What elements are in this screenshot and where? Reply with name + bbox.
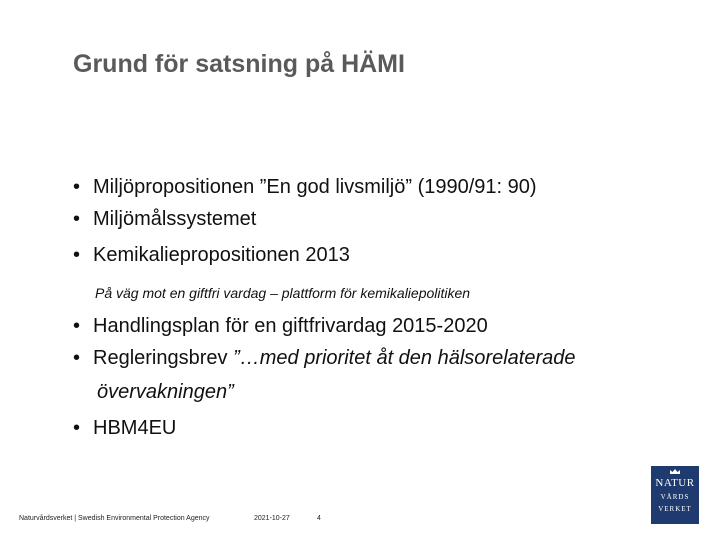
bullet-item <box>73 244 350 267</box>
bullet-text: Handlingsplan för en giftfrivardag 2015-2020 <box>93 315 488 337</box>
crown-icon <box>669 469 681 474</box>
footer-date: 2021-10-27 <box>254 515 290 522</box>
bullet-item <box>73 315 488 338</box>
bullet-text: HBM4EU <box>93 417 177 439</box>
bullet-item <box>73 176 537 199</box>
sub-note: På väg mot en giftfri vardag – plattform för kemikaliepolitiken <box>95 285 471 301</box>
bullet-glyph: • <box>73 244 81 266</box>
slide-title: Grund för satsning på HÄMI <box>73 50 405 78</box>
footer-org: Naturvårdsverket | Swedish Environmental Protection Agency <box>19 515 210 522</box>
bullet-item <box>73 417 176 440</box>
bullet-text: Miljöpropositionen ”En god livsmiljö” (1990/91: 90) <box>93 176 537 198</box>
logo-line-3: VERKET <box>658 505 692 513</box>
bullet-text: Kemikaliepropositionen 2013 <box>93 244 350 266</box>
bullet-glyph: • <box>73 347 81 369</box>
bullet-item <box>73 208 256 231</box>
logo-line-2: VÅRDS <box>660 493 690 501</box>
bullet-glyph: • <box>73 417 81 439</box>
logo-line-1: NATUR <box>655 477 695 489</box>
naturvardsverket-logo <box>651 466 699 524</box>
bullet-glyph: • <box>73 176 81 198</box>
bullet-text: Miljömålssystemet <box>93 208 257 230</box>
bullet-italic-text: ”…med prioritet åt den hälsorelaterade <box>233 347 576 369</box>
bullet-item <box>73 347 575 370</box>
bullet-glyph: • <box>73 315 81 337</box>
bullet-glyph: • <box>73 208 81 230</box>
footer-page-number: 4 <box>317 515 321 522</box>
bullet-continuation: övervakningen” <box>97 381 234 403</box>
bullet-text: Regleringsbrev <box>93 347 234 369</box>
